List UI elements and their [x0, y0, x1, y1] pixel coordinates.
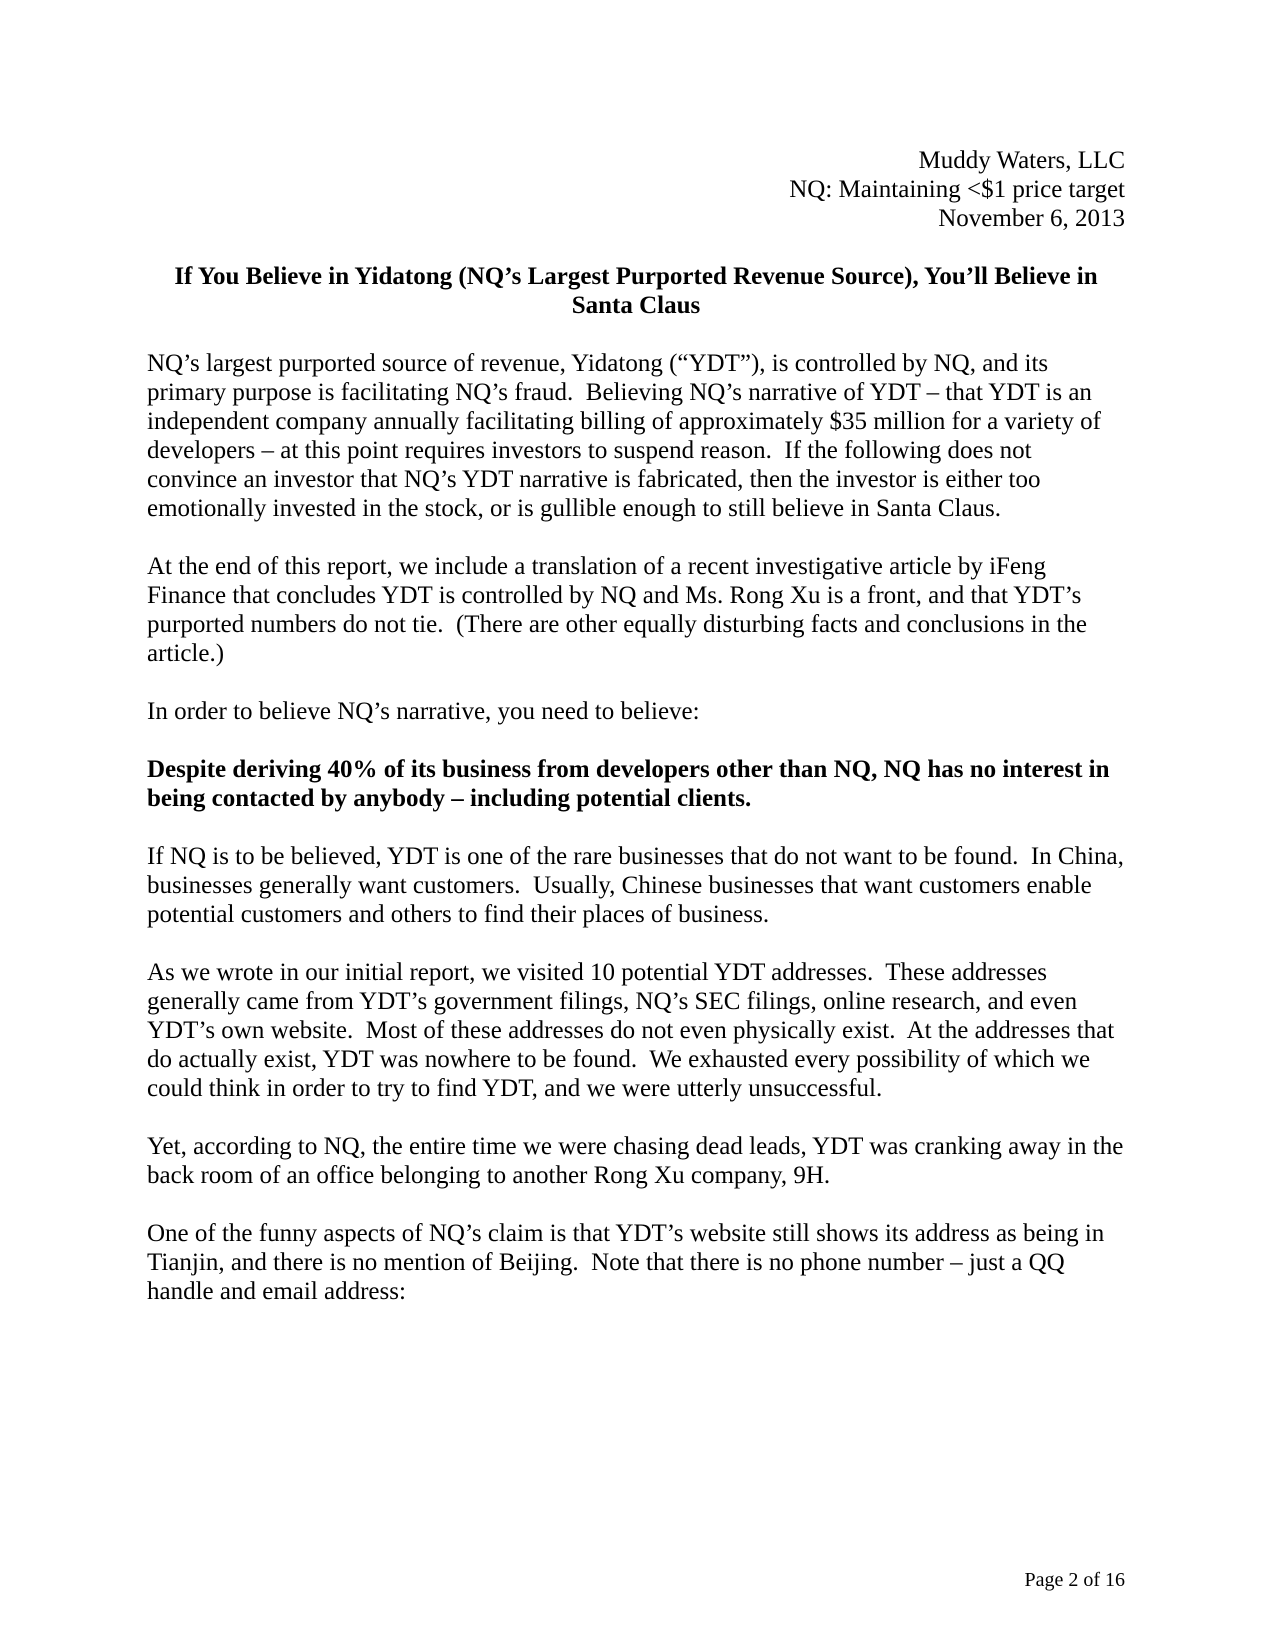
paragraph-intro: NQ’s largest purported source of revenue, Yidatong (“YDT”), is controlled by NQ, and its primary purpose is facilitating NQ’s fraud. Believing NQ’s narrative of YDT – that YDT is an independent company annually facilitating billing of approximately $35 million for a variety of developers – at this point requires investors to suspend reason. If the following does not convince an investor that NQ’s YDT narrative is fabricated, then the investor is either too emotionally invested in the stock, or is gullible enough to still believe in Santa Claus. — [147, 350, 1108, 522]
paragraph-dead-leads: Yet, according to NQ, the entire time we were chasing dead leads, YDT was cranking away in the back room of an office belonging to another Rong Xu company, 9H. — [147, 1133, 1130, 1189]
paragraph-website-address: One of the funny aspects of NQ’s claim is that YDT’s website still shows its address as being in Tianjin, and there is no mention of Beijing. Note that there is no phone number – just a QQ handle and email address: — [147, 1220, 1111, 1305]
paragraph-bold-claim: Despite deriving 40% of its business from developers other than NQ, NQ has no interest in being contacted by anybody – including potential clients. — [147, 756, 1116, 812]
paragraph-rare-business: If NQ is to be believed, YDT is one of the rare businesses that do not want to be found. In China, businesses generally want customers. Usually, Chinese businesses that want customers enable potential customers and others to find their places of business. — [147, 843, 1131, 928]
header-company-line: Muddy Waters, LLC — [918, 147, 1125, 174]
paragraph-ifeng-article: At the end of this report, we include a translation of a recent investigative article by iFeng Finance that concludes YDT is controlled by NQ and Ms. Rong Xu is a front, and that YDT’s purported numbers do not tie. (There are other equally disturbing facts and conclusions in the article.) — [147, 553, 1094, 667]
document-header — [147, 146, 1125, 233]
header-date-line: November 6, 2013 — [938, 205, 1125, 232]
header-subject-line: NQ: Maintaining <$1 price target — [789, 176, 1125, 203]
paragraph-addresses: As we wrote in our initial report, we visited 10 potential YDT addresses. These addresses generally came from YDT’s government filings, NQ’s SEC filings, online research, and even YDT’s own website. Most of these addresses do not even physically exist. At the addresses that do actually exist, YDT was nowhere to be found. We exhausted every possibility of which we could think in order to try to find YDT, and we were utterly unsuccessful. — [147, 959, 1121, 1102]
page-number: Page 2 of 16 — [1024, 1569, 1125, 1591]
report-title: If You Believe in Yidatong (NQ’s Largest Purported Revenue Source), You’ll Believe in Santa Claus — [174, 263, 1098, 319]
paragraph-believe-lead-in: In order to believe NQ’s narrative, you need to believe: — [147, 698, 700, 725]
